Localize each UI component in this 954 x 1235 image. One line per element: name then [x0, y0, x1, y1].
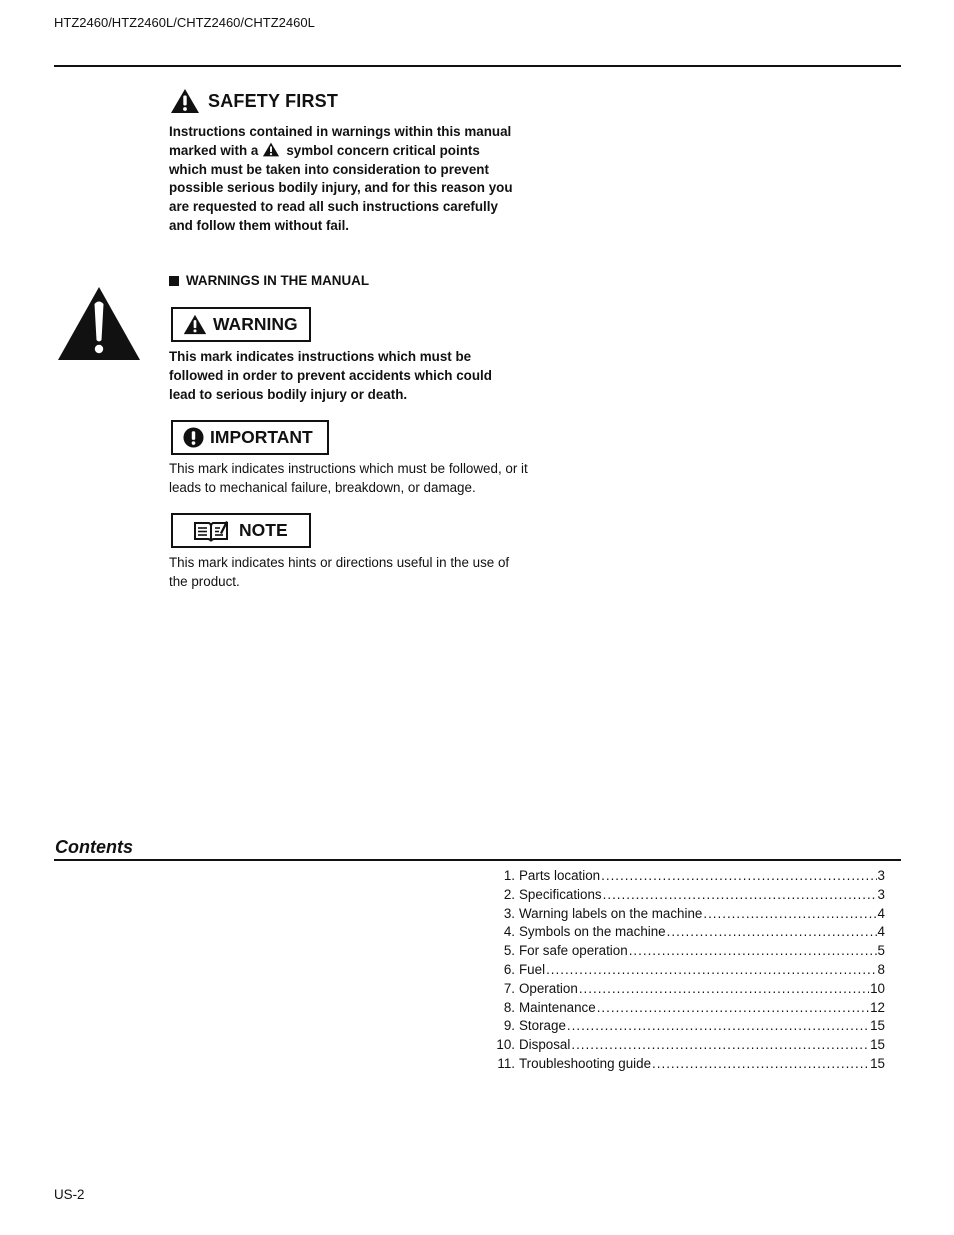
- toc-entry[interactable]: [489, 1018, 885, 1037]
- note-label-box: [171, 513, 311, 548]
- toc-entry-label: Specifications: [519, 886, 602, 902]
- toc-entry-label: Storage: [519, 1018, 566, 1034]
- toc-entry-number: 10.: [496, 1037, 515, 1053]
- toc-entry-page: 3: [877, 886, 885, 902]
- toc-entry[interactable]: [489, 868, 885, 887]
- warnings-section-title: WARNINGS IN THE MANUAL: [186, 273, 369, 288]
- table-of-contents: [489, 868, 885, 1075]
- toc-leader-dots: [579, 981, 869, 996]
- toc-leader-dots: [601, 868, 876, 883]
- toc-leader-dots: [603, 887, 877, 902]
- toc-entry[interactable]: [489, 1056, 885, 1075]
- warning-triangle-icon: [183, 314, 207, 335]
- toc-entry-number: 5.: [503, 943, 515, 959]
- toc-entry-number: 8.: [503, 999, 515, 1015]
- toc-entry-page: 5: [877, 943, 885, 959]
- toc-entry-page: 8: [877, 961, 885, 977]
- warning-description: This mark indicates instructions which must be followed in order to prevent accidents which could lead to serious bodily injury or death.: [169, 349, 492, 402]
- toc-entry-page: 12: [870, 999, 885, 1015]
- contents-heading: Contents: [55, 837, 133, 857]
- toc-leader-dots: [629, 943, 877, 958]
- toc-entry-label: Troubleshooting guide: [519, 1055, 652, 1071]
- exclamation-circle-icon: [183, 427, 204, 448]
- toc-leader-dots: [703, 906, 876, 921]
- toc-entry-number: 3.: [503, 905, 515, 921]
- page-number: US-2: [54, 1187, 85, 1202]
- toc-leader-dots: [652, 1056, 869, 1071]
- note-description: This mark indicates hints or directions useful in the use of the product.: [169, 555, 510, 589]
- safety-intro-paragraph: [169, 123, 519, 236]
- toc-entry[interactable]: [489, 1037, 885, 1056]
- toc-entry-page: 15: [870, 1037, 885, 1053]
- safety-first-heading: [170, 88, 338, 114]
- safety-intro-text-after: symbol concern critical points which must be taken into consideration to prevent possible serious bodily injury, and for this reason you are requested to read all such instructions carefully and follow them without fail.: [169, 142, 513, 233]
- warning-label: WARNING: [213, 314, 298, 334]
- toc-leader-dots: [567, 1018, 869, 1033]
- warning-triangle-icon: [170, 88, 200, 114]
- toc-entry-number: 2.: [503, 886, 515, 902]
- note-label: NOTE: [239, 520, 288, 540]
- toc-entry-number: 1.: [503, 868, 515, 883]
- toc-entry[interactable]: [489, 924, 885, 943]
- toc-entry-page: 4: [877, 905, 885, 921]
- toc-leader-dots: [546, 962, 876, 977]
- important-description: This mark indicates instructions which must be followed, or it leads to mechanical failure, breakdown, or damage.: [169, 461, 528, 495]
- toc-entry-label: Fuel: [519, 961, 546, 977]
- warnings-section-heading: [169, 273, 369, 288]
- open-book-note-icon: [193, 519, 229, 543]
- toc-entry-page: 10: [870, 980, 885, 996]
- toc-entry[interactable]: [489, 943, 885, 962]
- toc-entry-number: 11.: [497, 1055, 515, 1071]
- warning-triangle-icon: [57, 286, 141, 361]
- warning-triangle-icon: [262, 142, 280, 157]
- important-label: IMPORTANT: [210, 427, 313, 447]
- toc-leader-dots: [597, 1000, 869, 1015]
- safety-first-title: SAFETY FIRST: [208, 90, 339, 111]
- header-model-number: HTZ2460/HTZ2460L/CHTZ2460/CHTZ2460L: [54, 15, 315, 30]
- toc-entry-label: For safe operation: [519, 943, 628, 959]
- toc-entry[interactable]: [489, 1000, 885, 1019]
- toc-entry-page: 15: [870, 1055, 885, 1071]
- toc-entry-number: 4.: [503, 924, 515, 940]
- toc-entry-label: Disposal: [519, 1037, 571, 1053]
- toc-entry-label: Symbols on the machine: [519, 924, 666, 940]
- toc-entry-number: 6.: [503, 961, 515, 977]
- toc-entry[interactable]: [489, 906, 885, 925]
- toc-entry-number: 9.: [503, 1018, 515, 1034]
- safety-intro-text-before: Instructions contained in warnings within this manual marked with a: [169, 124, 512, 158]
- toc-entry-label: Parts location: [519, 868, 601, 883]
- toc-entry-page: 15: [870, 1018, 885, 1034]
- important-label-box: [171, 420, 329, 455]
- toc-entry[interactable]: [489, 887, 885, 906]
- toc-entry-label: Maintenance: [519, 999, 596, 1015]
- toc-entry-label: Operation: [519, 980, 578, 996]
- warning-label-box: [171, 307, 311, 342]
- contents-divider: [54, 859, 901, 861]
- bullet-square-icon: [169, 276, 179, 286]
- toc-entry[interactable]: [489, 962, 885, 981]
- toc-entry-label: Warning labels on the machine: [519, 905, 703, 921]
- toc-entry[interactable]: [489, 981, 885, 1000]
- toc-entry-page: 4: [877, 924, 885, 940]
- toc-entry-page: 3: [877, 868, 885, 883]
- toc-leader-dots: [571, 1037, 869, 1052]
- toc-leader-dots: [667, 924, 877, 939]
- header-divider: [54, 65, 901, 67]
- toc-entry-number: 7.: [503, 980, 515, 996]
